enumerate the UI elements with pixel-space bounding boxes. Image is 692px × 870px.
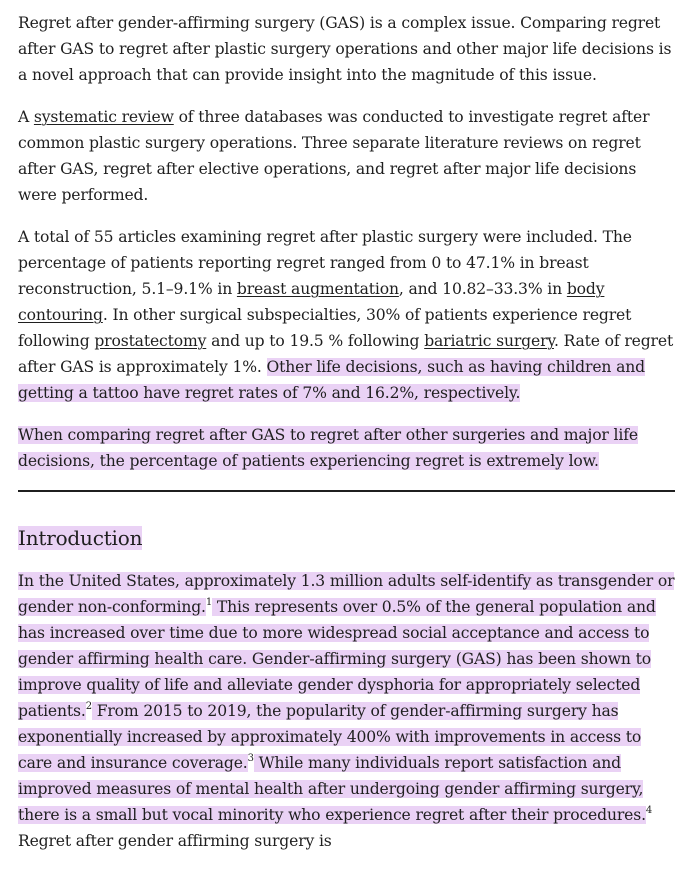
highlighted-text[interactable]: In the United States, approximately 1.3 million adults self-identify as transgender or gender non-conforming. <box>18 572 675 616</box>
citation-2[interactable] <box>86 701 92 712</box>
citation-link[interactable]: 4 <box>645 804 653 816</box>
article-page <box>18 10 678 870</box>
highlighted-heading[interactable]: Introduction <box>18 526 143 550</box>
citation-link[interactable]: 1 <box>205 596 213 608</box>
abstract-paragraph-4 <box>18 422 678 474</box>
text-span: , and 10.82–33.3% in <box>398 280 567 298</box>
abstract-paragraph-2 <box>18 104 678 208</box>
highlighted-text[interactable]: While many individuals report satisfaction and improved measures of mental health after undergoing gender affirming surgery, there is a small but vocal minority who experience regret after their procedures. <box>18 754 646 824</box>
text-span: A <box>18 108 34 126</box>
citation-3[interactable] <box>248 753 254 764</box>
highlighted-text[interactable]: Other life decisions, such as having children and getting a tattoo have regret rates of 7% and 16.2%, respectively. <box>18 358 645 402</box>
citation-1[interactable] <box>206 597 212 608</box>
abstract-section <box>18 10 678 474</box>
systematic-review-link[interactable]: systematic review <box>33 108 174 126</box>
text-span: Regret after gender affirming surgery is <box>18 832 332 850</box>
highlighted-text[interactable]: When comparing regret after GAS to regret after other surgeries and major life decisions, the percentage of patients experiencing regret is extremely low. <box>18 426 638 470</box>
bariatric-surgery-link[interactable]: bariatric surgery <box>424 332 554 350</box>
body-contouring-link[interactable]: body contouring <box>18 280 605 324</box>
section-divider <box>18 490 675 492</box>
prostatectomy-link[interactable]: prostatectomy <box>94 332 207 350</box>
abstract-paragraph-3 <box>18 224 678 406</box>
abstract-paragraph-1: Regret after gender-affirming surgery (GAS) is a complex issue. Comparing regret after GAS to regret after plastic surgery operations and other major life decisions is a novel approach that can provide insight into the magnitude of this issue. <box>18 14 672 84</box>
introduction-section <box>18 524 678 854</box>
text-span: A total of 55 articles examining regret after plastic surgery were included. The percentage of patients reporting regret ranged from 0 to 47.1% in breast reconstruction, 5.1–9.1% in <box>18 228 632 298</box>
introduction-heading <box>18 524 678 552</box>
text-span: of three databases was conducted to investigate regret after common plastic surgery operations. Three separate literature reviews on regret after GAS, regret after elective operations, and regret after major life decisions were performed. <box>18 108 650 204</box>
text-span: . In other surgical subspecialties, 30% of patients experience regret following <box>18 306 632 350</box>
breast-augmentation-link[interactable]: breast augmentation <box>236 280 399 298</box>
text-span: and up to 19.5 % following <box>206 332 425 350</box>
citation-4[interactable] <box>646 805 652 816</box>
citation-link[interactable]: 2 <box>85 700 92 712</box>
highlighted-text[interactable]: This represents over 0.5% of the general population and has increased over time due to more widespread social acceptance and access to gender affirming health care. Gender-affirming surgery (GAS) has been shown to improve quality of life and alleviate gender dysphoria for appropriately selected patients. <box>18 598 656 720</box>
text-span: . Rate of regret after GAS is approximately 1%. <box>18 332 674 376</box>
highlighted-text[interactable]: From 2015 to 2019, the popularity of gender-affirming surgery has exponentially increased by approximately 400% with improvements in access to care and insurance coverage. <box>18 702 642 772</box>
introduction-paragraph <box>18 568 678 854</box>
citation-link[interactable]: 3 <box>247 752 254 764</box>
